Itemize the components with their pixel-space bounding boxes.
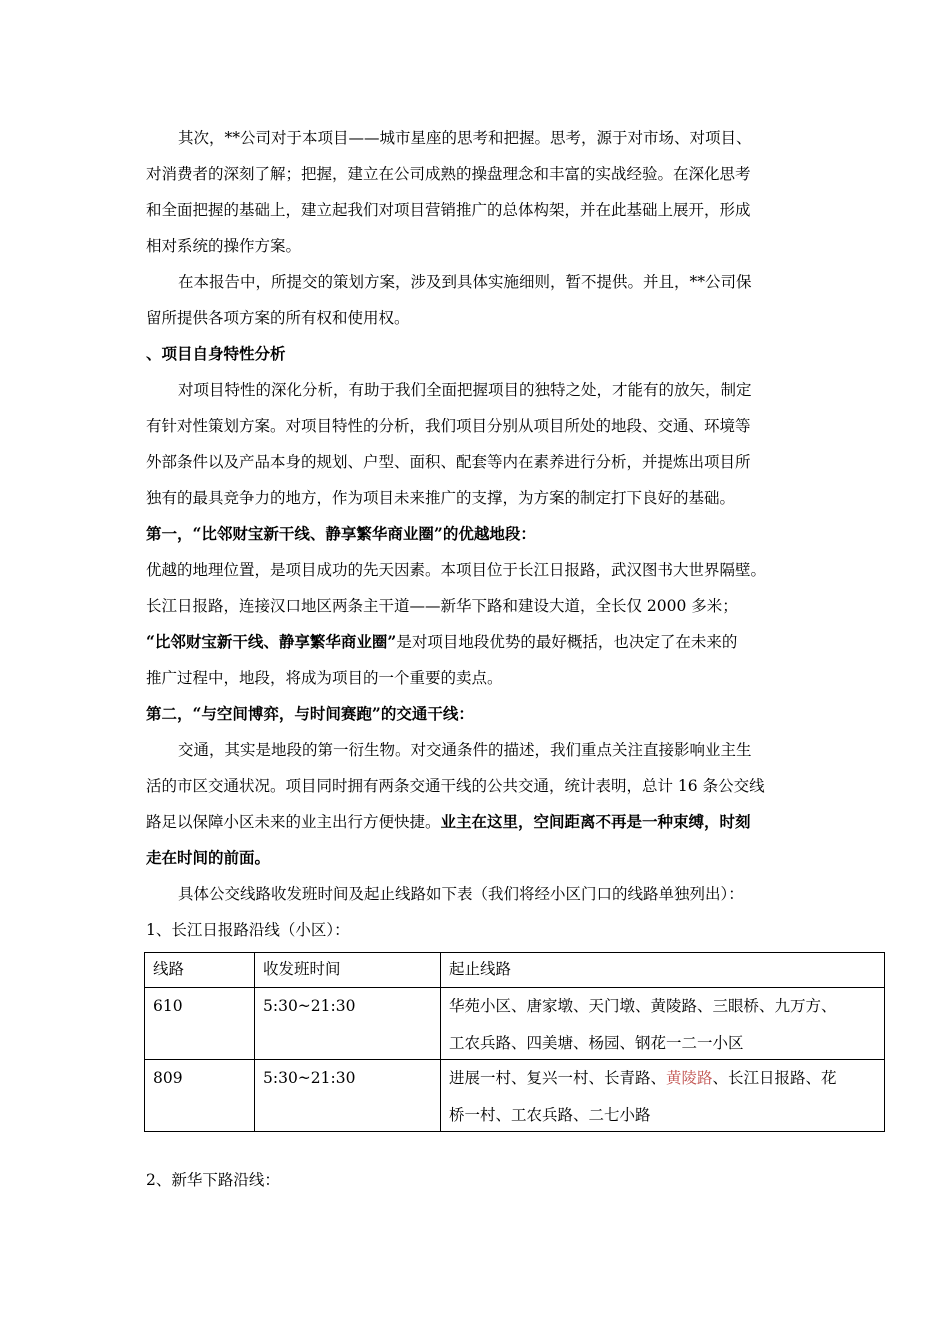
table-row [145,1060,885,1132]
paragraph-intro-line: 对消费者的深刻了解；把握，建立在公司成熟的操盘理念和丰富的实战经验。在深化思考 [146,165,751,183]
paragraph-slogan-line [146,632,737,652]
route-stops-line: 桥一村、工农兵路、二七小路 [449,1106,651,1124]
route-number-cell: 809 [145,1060,255,1132]
table-header-row [145,953,885,988]
table-header-cell: 起止线路 [441,953,885,988]
table-header-cell: 收发班时间 [255,953,441,988]
section-heading: 、项目自身特性分析 [146,344,286,363]
subsection-heading-location: 第一，“比邻财宝新干线、静享繁华商业圈”的优越地段： [146,524,536,543]
table-header-cell: 线路 [145,953,255,988]
route-stops-line: 进展一村、复兴一村、长青路、黄陵路、长江日报路、花 [449,1069,837,1087]
route-number-cell: 610 [145,988,255,1060]
route-stops-cell [441,988,885,1060]
route-stops-line: 华苑小区、唐家墩、天门墩、黄陵路、三眼桥、九万方、 [449,997,837,1015]
paragraph-traffic-line: 走在时间的前面。 [146,848,271,867]
list-item-heading: 1、长江日报路沿线（小区）： [146,921,350,939]
route-time-cell: 5:30~21:30 [255,988,441,1060]
paragraph-traffic-line [146,812,751,832]
traffic-normal-text: 路足以保障小区未来的业主出行方便快捷。 [146,813,441,831]
paragraph-location-line: 优越的地理位置，是项目成功的先天因素。本项目位于长江日报路，武汉图书大世界隔壁。 [146,561,767,579]
slogan-bold-text: “比邻财宝新干线、静享繁华商业圈” [146,632,397,651]
list-item-heading: 2、新华下路沿线： [146,1171,280,1189]
highlighted-stop: 黄陵路 [666,1069,713,1087]
traffic-bold-text: 业主在这里，空间距离不再是一种束缚，时刻 [440,812,751,831]
route-stops-cell [441,1060,885,1132]
paragraph-analysis-line: 对项目特性的深化分析，有助于我们全面把握项目的独特之处，才能有的放矢，制定 [178,381,752,399]
paragraph-slogan-line: 推广过程中，地段，将成为项目的一个重要的卖点。 [146,669,503,687]
route-time-cell: 5:30~21:30 [255,1060,441,1132]
paragraph-analysis-line: 外部条件以及产品本身的规划、户型、面积、配套等内在素养进行分析，并提炼出项目所 [146,453,751,471]
paragraph-intro-line: 其次，**公司对于本项目——城市星座的思考和把握。思考，源于对市场、对项目、 [178,129,752,147]
slogan-rest-text: 是对项目地段优势的最好概括，也决定了在未来的 [396,633,738,651]
paragraph-traffic-line: 活的市区交通状况。项目同时拥有两条交通干线的公共交通，统计表明，总计 16 条公交线 [146,777,765,795]
paragraph-traffic-line: 交通，其实是地段的第一衍生物。对交通条件的描述，我们重点关注直接影响业主生 [178,741,752,759]
route-stops-line: 工农兵路、四美塘、杨园、钢花一二一小区 [449,1034,744,1052]
paragraph-location-line: 长江日报路，连接汉口地区两条主干道——新华下路和建设大道，全长仅 2000 多米； [146,597,738,615]
paragraph-table-intro: 具体公交线路收发班时间及起止线路如下表（我们将经小区门口的线路单独列出）： [178,885,744,903]
paragraph-analysis-line: 独有的最具竞争力的地方，作为项目未来推广的支撑，为方案的制定打下良好的基础。 [146,489,736,507]
subsection-heading-traffic: 第二，“与空间博弈，与时间赛跑”的交通干线： [146,704,474,723]
bus-route-table [144,952,885,1132]
paragraph-rights-line: 在本报告中，所提交的策划方案，涉及到具体实施细则，暂不提供。并且，**公司保 [178,273,752,291]
paragraph-intro-line: 相对系统的操作方案。 [146,237,302,255]
paragraph-rights-line: 留所提供各项方案的所有权和使用权。 [146,309,410,327]
paragraph-intro-line: 和全面把握的基础上，建立起我们对项目营销推广的总体构架，并在此基础上展开，形成 [146,201,751,219]
table-row [145,988,885,1060]
paragraph-analysis-line: 有针对性策划方案。对项目特性的分析，我们项目分别从项目所处的地段、交通、环境等 [146,417,751,435]
